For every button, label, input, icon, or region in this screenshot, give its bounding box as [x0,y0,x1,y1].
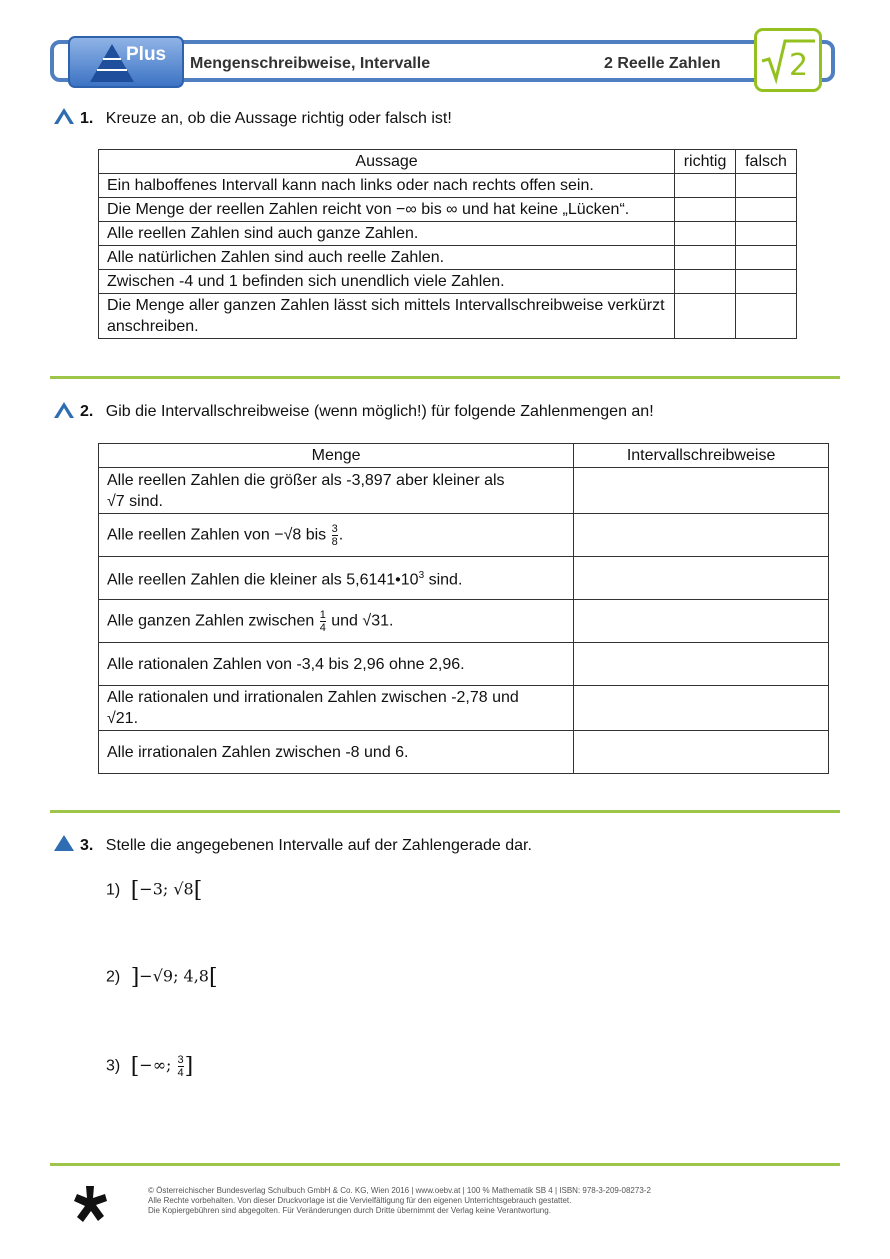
falsch-checkbox-cell[interactable] [736,246,797,270]
footer-text: © Österreichischer Bundesverlag Schulbuch GmbH & Co. KG, Wien 2016 | www.oebv.at | 100 % Mathematik SB 4 | ISBN: 978-3-209-08273-2 Alle Rechte vorbehalten. Von dieser Druckvorlage ist die Vervielfältigung für den eigenen Unterrichtsgebrauch gestattet. Die Kopiergebühren sind abgegolten. Für Veränderungen durch Dritte übernimmt der Verlag keine Verantwortung. [148,1186,651,1215]
statement-cell: Zwischen -4 und 1 befinden sich unendlich viele Zahlen. [99,270,675,294]
section-divider [50,376,840,379]
plus-logo-text: Plus [126,44,167,65]
answer-input-cell[interactable] [574,686,829,731]
table-row [99,222,797,246]
statement-cell: Die Menge der reellen Zahlen reicht von −∞ bis ∞ und hat keine „Lücken“. [99,198,675,222]
interval-item-1: 1) [−3; √8[ [106,878,203,903]
richtig-checkbox-cell[interactable] [675,294,736,339]
fraction: $\frac{1}{4}$ [319,608,326,634]
task2-table [98,443,829,774]
task2-number: 2. [80,403,94,420]
task3-instruction: Stelle die angegebenen Intervalle auf der Zahlengerade dar. [105,837,532,854]
task1-number: 1. [80,110,94,127]
interval-item-3: 3) [−∞; $\frac{3}{4}$ ] [106,1054,194,1079]
set-description-cell: Alle ganzen Zahlen zwischen $\frac{1}{4}$ und √31. [99,600,574,643]
table-row [99,557,829,600]
interval-item-2: 2) ]−√9; 4,8[ [106,965,218,990]
table-row [99,246,797,270]
section-divider [50,810,840,813]
page-title: Mengenschreibweise, Intervalle [190,55,431,72]
answer-input-cell[interactable] [574,514,829,557]
col-aussage: Aussage [99,150,675,174]
richtig-checkbox-cell[interactable] [675,198,736,222]
fraction: $\frac{3}{4}$ [177,1054,184,1079]
set-description-cell: Alle irrationalen Zahlen zwischen -8 und 6. [99,731,574,774]
sqrt-badge [754,28,822,92]
set-description-cell: Alle rationalen und irrationalen Zahlen zwischen -2,78 und √21. [99,686,574,731]
falsch-checkbox-cell[interactable] [736,294,797,339]
chapter-title: 2 Reelle Zahlen [604,55,721,72]
statement-cell: Die Menge aller ganzen Zahlen lässt sich mittels Intervallschreibweise verkürzt anschreiben. [99,294,675,339]
task1-instruction: Kreuze an, ob die Aussage richtig oder falsch ist! [105,110,452,127]
answer-input-cell[interactable] [574,468,829,514]
sqrt-two-icon [757,31,819,89]
table-row [99,174,797,198]
task2-instruction: Gib die Intervallschreibweise (wenn möglich!) für folgende Zahlenmengen an! [105,403,654,420]
table-row [99,270,797,294]
falsch-checkbox-cell[interactable] [736,198,797,222]
table-row [99,643,829,686]
richtig-checkbox-cell[interactable] [675,270,736,294]
fraction: $\frac{3}{8}$ [331,522,338,548]
set-description-cell: Alle reellen Zahlen von −√8 bis $\frac{3}{8}$ . [99,514,574,557]
set-description-cell: Alle reellen Zahlen die größer als -3,897 aber kleiner als √7 sind. [99,468,574,514]
table-row [99,468,829,514]
richtig-checkbox-cell[interactable] [675,246,736,270]
table-row [99,514,829,557]
col-menge: Menge [99,444,574,468]
level-pyramid-icon [53,401,75,419]
answer-input-cell[interactable] [574,600,829,643]
table-row [99,600,829,643]
svg-text:2: 2 [789,48,809,83]
section-divider [50,1163,840,1166]
table-row [99,731,829,774]
statement-cell: Alle natürlichen Zahlen sind auch reelle Zahlen. [99,246,675,270]
oebv-logo-icon [72,1184,110,1224]
statement-cell: Alle reellen Zahlen sind auch ganze Zahlen. [99,222,675,246]
col-intervall: Intervallschreibweise [574,444,829,468]
level-pyramid-icon [53,107,75,125]
level-pyramid-icon [53,834,75,852]
table-row [99,294,797,339]
task1-table [98,149,797,339]
answer-input-cell[interactable] [574,643,829,686]
falsch-checkbox-cell[interactable] [736,174,797,198]
table-row [99,198,797,222]
statement-cell: Ein halboffenes Intervall kann nach links oder nach rechts offen sein. [99,174,675,198]
task3-number: 3. [80,837,94,854]
richtig-checkbox-cell[interactable] [675,174,736,198]
falsch-checkbox-cell[interactable] [736,222,797,246]
set-description-cell: Alle reellen Zahlen die kleiner als $5,6141•10^3$ sind. [99,557,574,600]
falsch-checkbox-cell[interactable] [736,270,797,294]
col-falsch: falsch [736,150,797,174]
richtig-checkbox-cell[interactable] [675,222,736,246]
col-richtig: richtig [675,150,736,174]
answer-input-cell[interactable] [574,557,829,600]
table-row [99,686,829,731]
answer-input-cell[interactable] [574,731,829,774]
set-description-cell: Alle rationalen Zahlen von -3,4 bis 2,96 ohne 2,96. [99,643,574,686]
